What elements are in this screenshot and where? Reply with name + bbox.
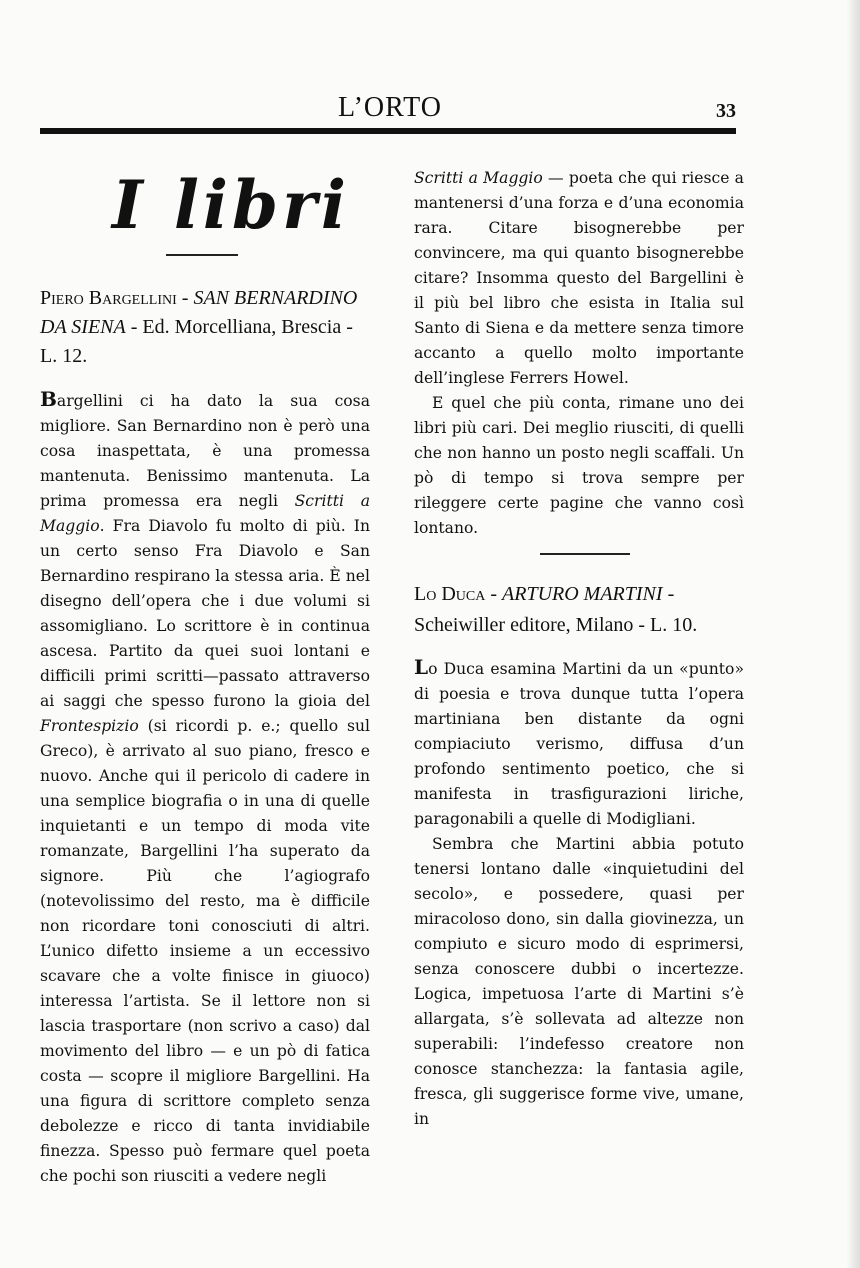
review1-text-4: — poeta che qui riesce a mantenersi d’una forza e d’una economia rara. Citare bisognerebbe per convincere, ma qui quanto bisognerebbe citare? Insomma questo del Bargellini è il più bel libro che esista in Italia sul Santo di Siena e da mettere senza timore accanto a quello molto importante dell’inglese Ferrers Howel.: [414, 169, 744, 387]
review2-sep2: -: [662, 583, 675, 605]
review2-text-1: o Duca esamina Martini da un «punto» di poesia e trova dunque tutta l’opera martiniana ben distante da ogni compiaciuto verismo, diffusa d’un profondo sentimento poetico, che si manifesta in trasfigurazioni liriche, paragonabili a quelle di Modigliani.: [414, 660, 744, 828]
review1-ref-1: Scritti a Maggio: [40, 492, 370, 535]
section-title: I libri: [112, 166, 350, 244]
left-column: [40, 160, 370, 1189]
review1-body: [40, 387, 370, 1189]
review1-lead-letter: B: [40, 387, 57, 411]
page-header: [40, 90, 740, 130]
review-divider: [540, 553, 630, 555]
review2-lead-letter: L: [414, 655, 429, 679]
review1-ref-3: Scritti a Maggio: [414, 169, 543, 187]
review1-citation: [40, 284, 370, 371]
review1-text-2: . Fra Diavolo fu molto di più. In un certo senso Fra Diavolo e San Bernardino respirano la stessa aria. È nel disegno dell’opera che i due volumi si assomigliano. Lo scrittore è in continua ascesa. Partito da quei suoi lontani e difficili primi scritti—passato attraverso ai saggi che spesso furono la gioia del: [40, 517, 370, 710]
review2-author: Lo Duca: [414, 583, 486, 605]
review2-body: [414, 655, 744, 832]
review2-publisher: Scheiwiller editore, Milano - L. 10.: [414, 614, 698, 636]
review2-paragraph-2: Sembra che Martini abbia potuto tenersi lontano dalle «inquietudini del secolo», e possedere, quasi per miracoloso dono, sin dalla giovinezza, un compiuto e sicuro modo di esprimersi, senza conoscere dubbi o incertezze. Logica, impetuosa l’arte di Martini s’è allargata, s’è sollevata ad altezze non superabili: l’indefesso creatore non conosce stanchezza: la fantasia agile, fresca, gli suggerisce forme vive, umane, in: [414, 835, 744, 1128]
review1-publisher: Ed. Morcelliana, Brescia - L. 12.: [40, 316, 353, 367]
title-divider: [166, 254, 238, 256]
right-column: [414, 166, 744, 1132]
review1-author: Piero Bargellini: [40, 287, 177, 309]
header-rule: [40, 128, 736, 134]
page-number: 33: [716, 100, 736, 122]
review1-text-3: (si ricordi p. e.; quello sul Greco), è arrivato al suo piano, fresco e nuovo. Anche qui il pericolo di cadere in una semplice biografia o in una di quelle inquietanti e un tempo di moda vite romanzate, Bargellini l’ha superato da signore. Più che l’agiografo (notevolissimo del resto, ma è difficile non ricordare toni conosciuti di altri. L’unico difetto insieme a un eccessivo scavare che a volte finisce in giuoco) interessa l’artista. Se il lettore non si lascia trasportare (non scrivo a caso) dal movimento del libro — e un pò di fatica costa — scopre il migliore Bargellini. Ha una figura di scrittore completo senza debolezze e ricco di tanta invidiabile finezza. Spesso può fermare quel poeta che pochi son riusciti a vedere negli: [40, 717, 370, 1185]
review2-sep1: -: [485, 583, 503, 605]
page-edge-shadow: [846, 0, 860, 1268]
review1-sep2: -: [125, 316, 143, 338]
review2-book-title: ARTURO MARTINI: [502, 583, 663, 605]
running-title: L’ORTO: [338, 92, 442, 123]
review1-ref-2: Frontespizio: [40, 717, 139, 735]
review2-citation: [414, 579, 744, 641]
review1-body-continued: [414, 166, 744, 391]
review1-text-1: argellini ci ha dato la sua cosa migliore. San Bernardino non è però una cosa inaspettata, è una promessa mantenuta. Benissimo mantenuta. La prima promessa era negli: [40, 392, 370, 510]
review1-book-title: SAN BERNARDINO DA SIENA: [40, 287, 358, 338]
review1-sep1: -: [176, 287, 194, 309]
review1-paragraph-2: E quel che più conta, rimane uno dei libri più cari. Dei meglio riusciti, di quelli che non hanno un posto negli scaffali. Un pò di tempo si trova sempre per rileggere certe pagine che vanno così lontano.: [414, 394, 744, 537]
